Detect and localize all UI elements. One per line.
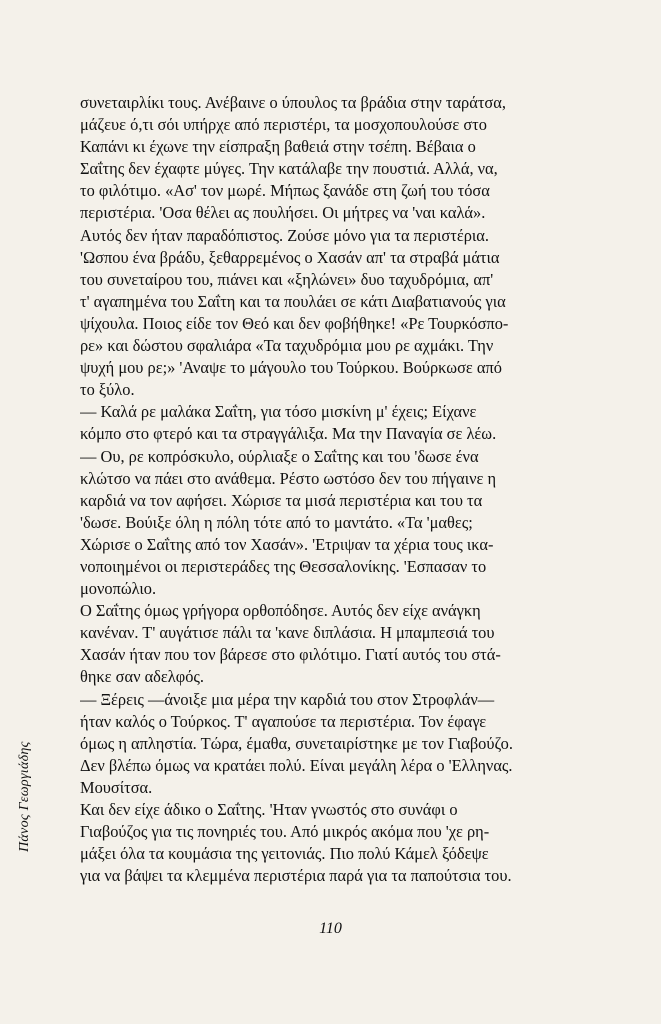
text-line: — Ου, ρε κοπρόσκυλο, ούρλιαξε ο Σαΐτης και του 'δωσε ένα: [80, 446, 479, 466]
text-line: — Ξέρεις —άνοιξε μια μέρα την καρδιά του στον Στροφλάν—: [80, 689, 495, 709]
body-text: [80, 92, 617, 887]
text-line: Μουσίτσα.: [80, 777, 153, 797]
text-line: ρε» και δώστου σφαλιάρα «Τα ταχυδρόμια μου ρε αχμάκι. Την: [80, 336, 494, 356]
text-line: το φιλότιμο. «Ασ' τον μωρέ. Μήπως ξανάδε στη ζωή του τόσα: [80, 181, 490, 201]
text-line: νοποιημένοι οι περιστεράδες της Θεσσαλονίκης. 'Εσπασαν το: [80, 556, 487, 576]
text-line: καρδιά να τον αφήσει. Χώρισε τα μισά περιστέρια και του τα: [80, 490, 483, 510]
text-line: Χασάν ήταν που τον βάρεσε στο φιλότιμο. Γιατί αυτός του στά-: [80, 645, 501, 665]
text-line: Γιαβούζος για τις πονηριές του. Από μικρός ακόμα που 'χε ρη-: [80, 822, 490, 842]
text-line: κόμπο στο φτερό και τα στραγγάλιξα. Μα την Παναγία σε λέω.: [80, 424, 497, 444]
text-line: κλώτσο να πάει στο ανάθεμα. Ρέστο ωστόσο δεν του πήγαινε η: [80, 468, 497, 488]
text-line: το ξύλο.: [80, 380, 135, 400]
text-line: ψίχουλα. Ποιος είδε τον Θεό και δεν φοβήθηκε! «Ρε Τουρκόσπο-: [80, 313, 509, 333]
text-line: όμως η απληστία. Τώρα, έμαθα, συνεταιρίστηκε με τον Γιαβούζο.: [80, 733, 513, 753]
text-line: Καπάνι κι έχωνε την είσπραξη βαθειά στην τσέπη. Βέβαια ο: [80, 137, 476, 157]
text-line: του συνεταίρου του, πιάνει και «ξηλώνει» δυο ταχυδρόμια, απ': [80, 269, 494, 289]
text-line: Σαΐτης δεν έχαφτε μύγες. Την κατάλαβε την πουστιά. Αλλά, να,: [80, 159, 498, 179]
text-line: — Καλά ρε μαλάκα Σαΐτη, για τόσο μισκίνη μ' έχεις; Είχανε: [80, 402, 477, 422]
text-line: ήταν καλός ο Τούρκος. Τ' αγαπούσε τα περιστέρια. Τον έφαγε: [80, 711, 487, 731]
text-line: Και δεν είχε άδικο ο Σαΐτης. 'Ηταν γνωστός στο συνάφι ο: [80, 800, 458, 819]
text-line: περιστέρια. 'Οσα θέλει ας πουλήσει. Οι μήτρες να 'ναι καλά».: [80, 203, 486, 223]
text-line: μάξει όλα τα κουμάσια της γειτονιάς. Πιο πολύ Κάμελ ξόδεψε: [80, 844, 489, 864]
text-line: Δεν βλέπω όμως να κρατάει πολύ. Είναι μεγάλη λέρα ο 'Ελληνας.: [80, 755, 513, 775]
text-line: κανέναν. Τ' αυγάτισε πάλι τα 'κανε διπλάσια. Η μπαμπεσιά του: [80, 623, 495, 643]
text-line: Αυτός δεν ήταν παραδόπιστος. Ζούσε μόνο για τα περιστέρια.: [80, 225, 489, 245]
text-line: συνεταιρλίκι τους. Ανέβαινε ο ύπουλος τα βράδια στην ταράτσα,: [80, 93, 506, 112]
text-line: για να βάψει τα κλεμμένα περιστέρια παρά για τα παπούτσια του.: [80, 866, 512, 886]
text-line: θηκε σαν αδελφός.: [80, 667, 204, 687]
text-line: τ' αγαπημένα του Σαΐτη και τα πουλάει σε κάτι Διαβατιανούς για: [80, 291, 506, 311]
text-line: μονοπώλιο.: [80, 579, 157, 599]
page-number: 110: [319, 920, 342, 937]
text-line: μάζευε ό,τι σόι υπήρχε από περιστέρι, τα μοσχοπουλούσε στο: [80, 115, 487, 135]
text-line: ψυχή μου ρε;» 'Αναψε το μάγουλο του Τούρκου. Βούρκωσε από: [80, 358, 502, 378]
text-line: 'Ωσπου ένα βράδυ, ξεθαρρεμένος ο Χασάν απ' τα στραβά μάτια: [80, 247, 500, 267]
text-line: 'δωσε. Βούιξε όλη η πόλη τότε από το μαντάτο. «Τα 'μαθες;: [80, 512, 473, 532]
author-running-head: Πάνος Γεωργιάδης: [17, 741, 32, 852]
text-line: Χώρισε ο Σαΐτης από τον Χασάν». 'Ετριψαν τα χέρια τους ικα-: [80, 534, 494, 554]
text-line: Ο Σαΐτης όμως γρήγορα ορθοπόδησε. Αυτός δεν είχε ανάγκη: [80, 601, 481, 621]
